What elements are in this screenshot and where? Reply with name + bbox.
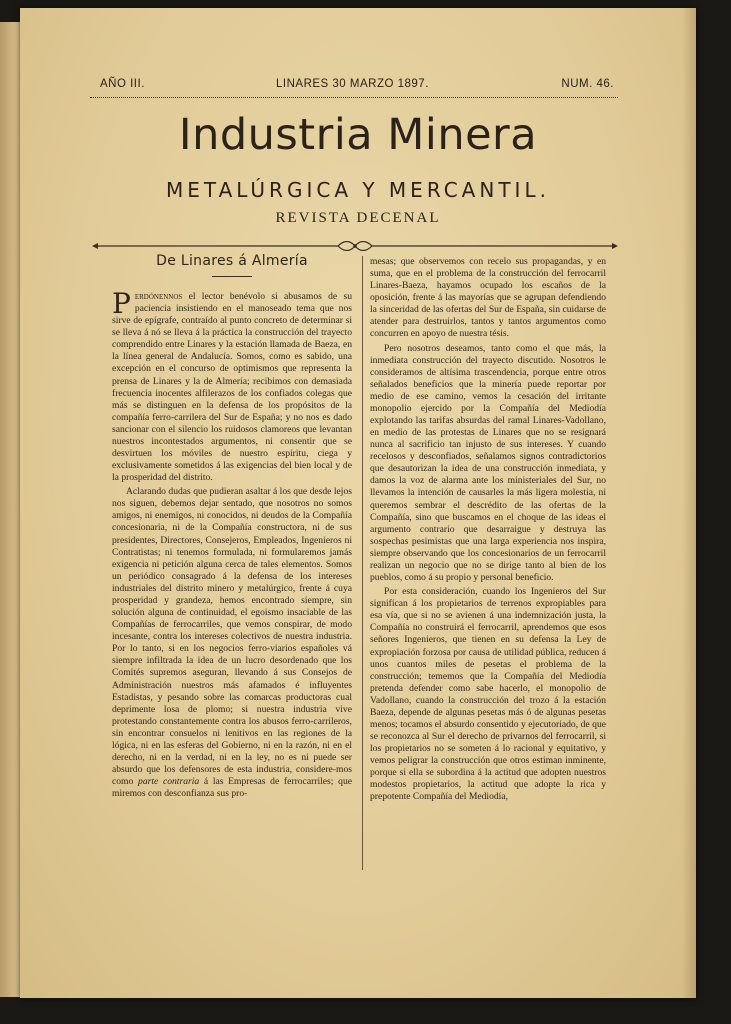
article-column-right [370,256,606,876]
article-paragraph [112,486,352,800]
ornamental-divider [92,241,618,249]
title-rule [212,276,252,277]
paragraph-text: á las Empresas de ferrocarriles; que miremos con desconfianza sus pro- [112,776,352,800]
emphasis-text: parte contraria [138,776,200,788]
article-column-left [112,252,352,872]
publication-tagline: REVISTA DECENAL [275,210,441,226]
article-paragraph [112,287,352,484]
publication-subtitle: METALÚRGICA Y MERCANTIL. [166,178,550,202]
article-title: De Linares á Almería [156,253,308,269]
issue-header [88,72,620,100]
first-word: erdónennos [134,291,183,302]
article-paragraph: Pero nosotros deseamos, tanto como el que más, la inmediata construcción del trayecto discutido. Nosotros le consideramos de altísima trascendencia, porque entre otros señalados beneficios que la minería puede reportar por medio de ese camino, vemos la cesación del irritante monopolio ejercido por la Compañía del Mediodía explotando las tarifas absurdas del ramal Linares-Vadollano, en medio de las protestas de Linares que no se resignará nunca al sacrificio tan injusto de sus intereses. Y cuando recelosos y desconfiados, señalamos signos contradictorios que desautorizan la idea de una construcción inmediata, y damos la voz de alarma ante los ministeriales del Sur, no llevamos la intención de causarles la más ligera molestia, ni queremos sembrar el descrédito de las ofertas de la Compañía, sino que buscamos en el choque de las ideas el argumento contrario que desarraigue y destruya las sospechas pesimistas que una larga experiencia nos inspira, siempre observando que los concesionarios de un ferrocarril realizan un negocio que no se dirige tanto al bien de los pueblos, como á su propio y personal beneficio. [370,342,606,584]
paragraph-text: Aclarando dudas que pudieran asaltar á los que desde lejos nos siguen, debemos dejar sentado, que nosotros no somos amigos, ni enemigos, ni conocidos, ni deudos de la Compañía concesionaria, ni de la Compañía constructora, ni de sus presidentes, Directores, Consejeros, Empleados, Ingenieros ni Contratistas; ni tenemos formulada, ni formularemos jamás exigencia ni petición alguna cerca de tales elementos. Somos un periódico consagrado á la defensa de los intereses industriales del distrito minero y metalúrgico, frente á cuya prosperidad y grandeza, hemos encontrado siempre, sin solución alguna de continuidad, el egoismo insaciable de las Compañías de ferrocarriles, que vemos conspirar, de modo incesante, contra los intereses colectivos de nuestra industria. Por lo tanto, si en los negocios ferro-viarios españoles vá siempre infiltrada la idea de un lucro desordenado que los Comités supremos aseguran, llevando á sus Consejos de Administración nuestros más afamados é influyentes Estadistas, y pesando sobre las comarcas productoras cual deprimente losa de plomo; si nuestra industria vive protestando constantemente contra los abusos ferro-carrileros, sin encontrar consuelos ni lenitivos en las regiones de la lógica, ni en las esferas del Gobierno, ni en la razón, ni en el derecho, ni en la verdad, ni en la ley, no es ni puede ser absurdo que los defensores de esta industria, considere-mos como [112,486,352,788]
newspaper-page [20,8,696,998]
article-paragraph: mesas; que observemos con recelo sus propagandas, y en suma, que en el problema de la construcción del ferrocarril Linares-Baeza, hayamos ocupado los escaños de la oposición, frente á las mayorías que se agrupan defendiendo la sinceridad de las ofertas del Sur de España, sin cuidarse de atender para destruirlos, tantos y tantos argumentos como concurren en apoyo de nuestra tésis. [370,256,606,340]
column-divider [362,256,363,870]
paragraph-text: el lector benévolo si abusamos de su paciencia insistiendo en el manoseado tema que nos sirve de epígrafe, contraído al punto concreto de determinar si se lleva á nó se lleva á la práctica la construcción del trayecto comprendido entre Linares y la estación llamada de Baeza, en la línea general de Andalucía. Somos, como es sabido, una excepción en el concurso de optimismos que representa la prensa de Linares y la de Almería; recibimos con demasiada frecuencia inocentes alfilerazos de los confiados colegas que más se distinguen en la defensa de los propósitos de la compañía ferro-carrilera del Sur de España; y no nos es dado sancionar con el silencio los ruidosos clamoreos que levantan nuestros incontestados argumentos, ni consentir que se desvirtuen los móviles de nuestro espíritu, ciega y exclusivamente sometidos á las exigencias del bien local y de la prosperidad del distrito. [112,291,352,484]
issue-date: LINARES 30 MARZO 1897. [276,78,429,90]
drop-cap: P [112,287,131,320]
issue-year: AÑO III. [100,78,145,90]
publication-title: Industria Minera [178,110,538,160]
issue-number: NUM. 46. [561,78,614,90]
article-paragraph: Por esta consideración, cuando los Ingenieros del Sur signifícan á los propietarios de terrenos expropiables para esa vía, que si no se avienen á una indemnización justa, la Compañía no construirá el ferrocarril, aprendemos que esos señores Ingenieros, que tienen en su defensa la Ley de expropiación forzosa por causa de utilidad pública, reducen á unos cuantos miles de pesetas el problema de la construcción; tememos que la Compañía del Mediodía pretenda defender como sabe hacerlo, el monopolio de Vadollano, cuando la construcción del trozo á la estación Baeza, depende de algunas pesetas más ó de algunas pesetas menos; tocamos el absurdo consentido y ejecutoriado, de que se reconozca al Sur el derecho de privarnos del ferrocarril, si los propietarios no se someten á lo racional y equitativo, y vemos peligrar la construcción que otros estiman inminente, porque si ella se subordina á la actitud que adopten nuestros modestos propietarios, la actitud que adopte la rica y prepotente Compañía del Mediodía, [370,586,606,803]
header-divider [90,97,618,98]
